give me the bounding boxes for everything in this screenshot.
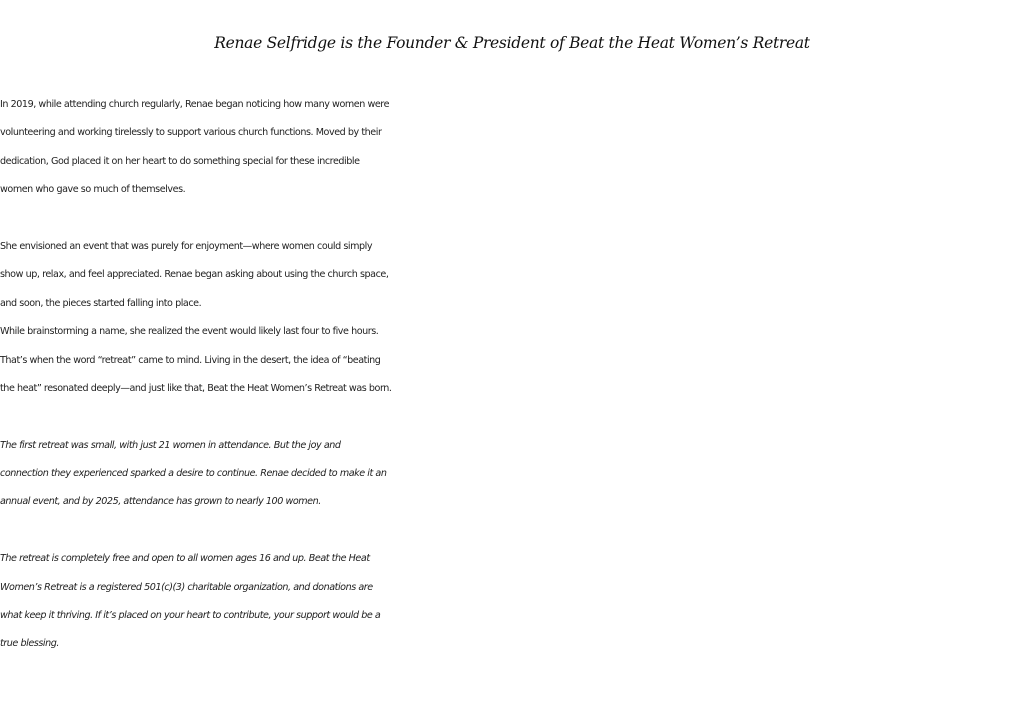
paragraph-donations	[0, 545, 1024, 659]
text-line: and soon, the pieces started falling into place.	[0, 297, 202, 309]
paragraph-spacer	[0, 205, 1024, 233]
text-line: women who gave so much of themselves.	[0, 184, 186, 196]
paragraph-spacer	[0, 403, 1024, 431]
paragraph-spacer	[0, 517, 1024, 545]
text-line: That’s when the word “retreat” came to mind. Living in the desert, the idea of “beating	[0, 354, 381, 366]
text-line: dedication, God placed it on her heart to do something special for these incredible	[0, 155, 360, 167]
paragraph-first-retreat	[0, 432, 1024, 517]
text-line: The retreat is completely free and open to all women ages 16 and up. Beat the Heat	[0, 553, 370, 565]
text-line: Women’s Retreat is a registered 501(c)(3) charitable organization, and donations are	[0, 581, 373, 593]
text-line: While brainstorming a name, she realized the event would likely last four to five hours.	[0, 326, 379, 338]
text-line: She envisioned an event that was purely for enjoyment—where women could simply	[0, 240, 373, 252]
text-line: In 2019, while attending church regularly, Renae began noticing how many women were	[0, 99, 390, 110]
text-line: what keep it thriving. If it’s placed on your heart to contribute, your support would be a	[0, 610, 381, 622]
text-line: connection they experienced sparked a desire to continue. Renae decided to make it an	[0, 468, 387, 480]
text-line: annual event, and by 2025, attendance has grown to nearly 100 women.	[0, 496, 321, 508]
page-title: Renae Selfridge is the Founder & President of Beat the Heat Women’s Retreat	[214, 34, 810, 52]
text-line: volunteering and working tirelessly to support various church functions. Moved by their	[0, 127, 382, 139]
paragraph-origin	[0, 91, 1024, 205]
text-line: the heat” resonated deeply—and just like that, Beat the Heat Women’s Retreat was born.	[0, 382, 392, 394]
article-body	[0, 91, 1024, 659]
text-line: The first retreat was small, with just 21 women in attendance. But the joy and	[0, 439, 341, 451]
text-line: true blessing.	[0, 638, 59, 650]
text-line: show up, relax, and feel appreciated. Renae began asking about using the church space,	[0, 269, 389, 281]
paragraph-vision	[0, 233, 1024, 403]
